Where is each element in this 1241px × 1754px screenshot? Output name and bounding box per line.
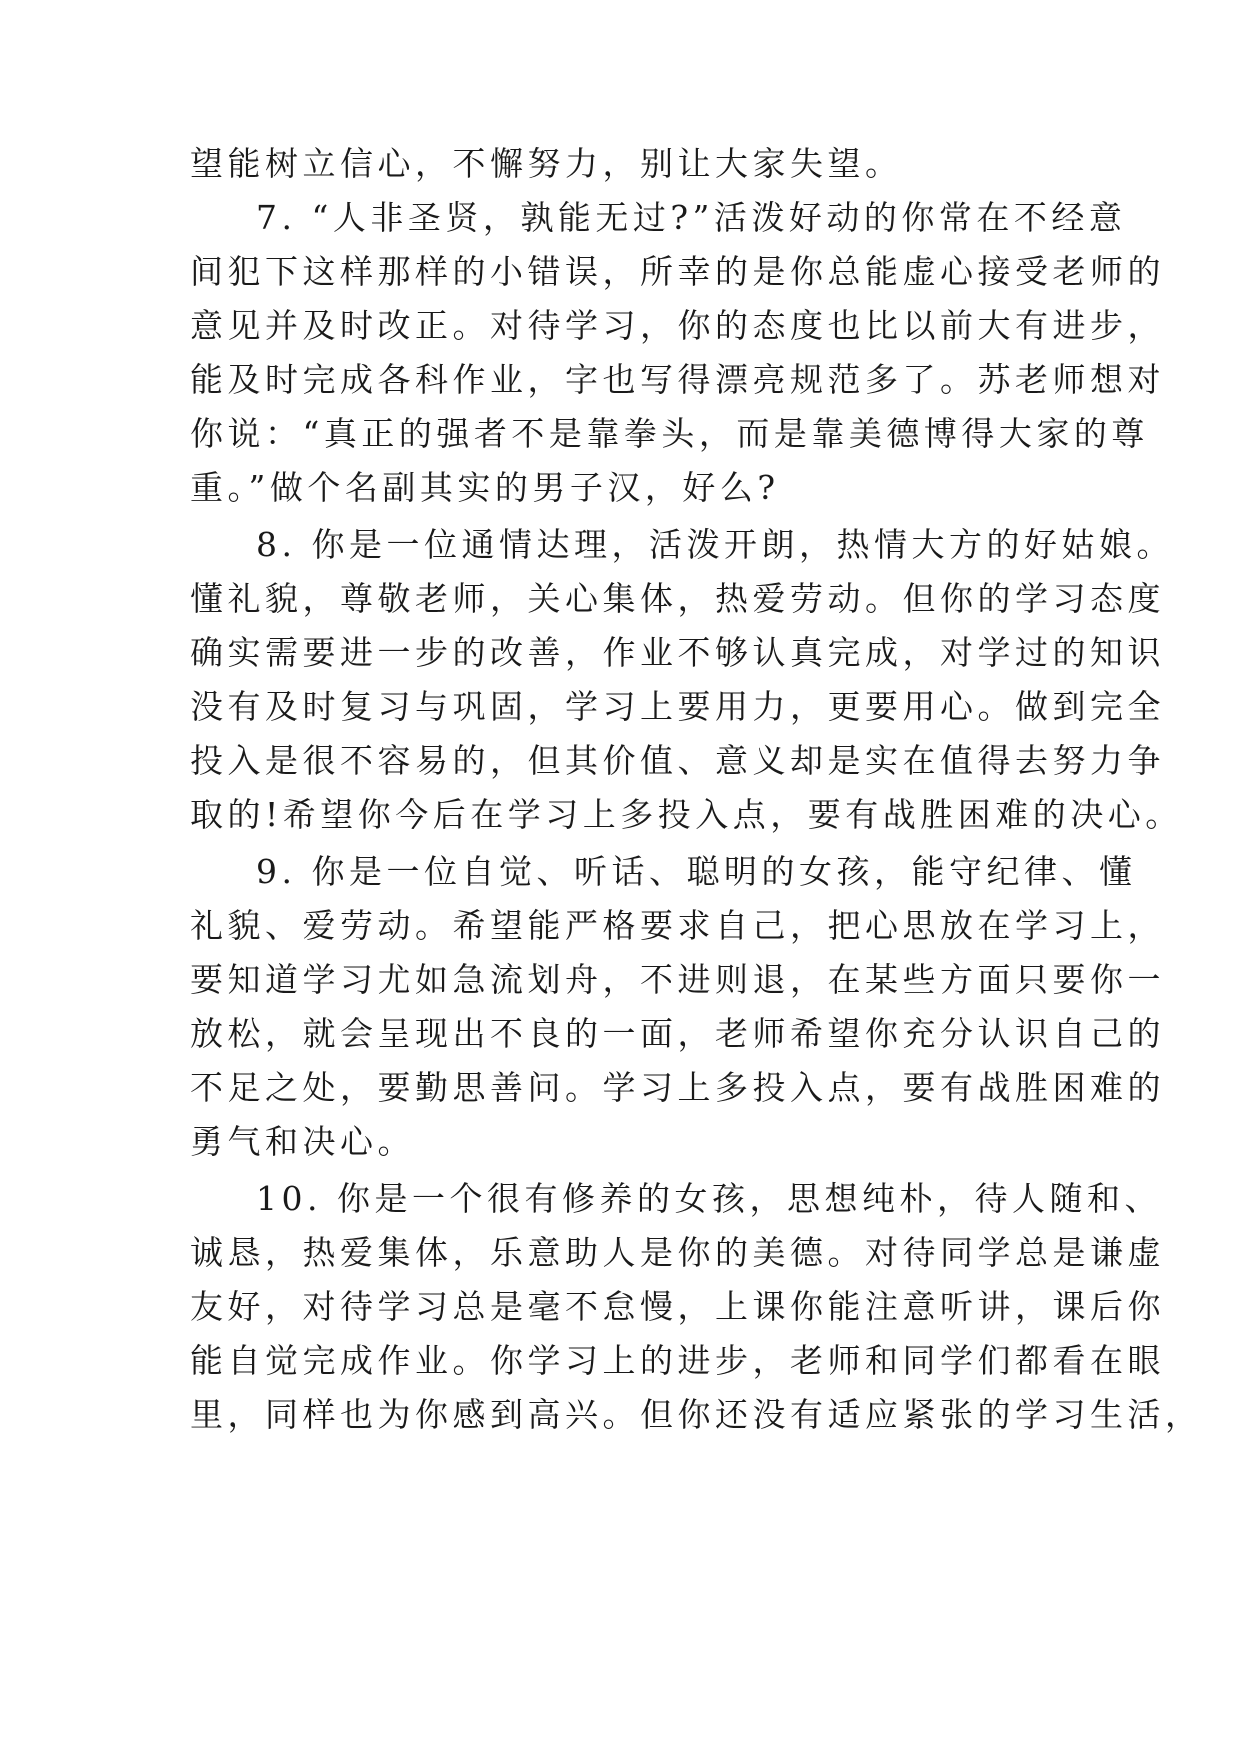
text-line: 没有及时复习与巩固，学习上要用力，更要用心。做到完全 <box>190 687 1165 726</box>
text-line: 能及时完成各科作业，字也写得漂亮规范多了。苏老师想对 <box>190 360 1165 399</box>
paragraph-8-first-line: 8. 你是一位通情达理，活泼开朗，热情大方的好姑娘。 <box>256 525 1174 564</box>
text-line: 友好，对待学习总是毫不怠慢，上课你能注意听讲，课后你 <box>190 1287 1165 1326</box>
text-line: 懂礼貌，尊敬老师，关心集体，热爱劳动。但你的学习态度 <box>190 579 1165 618</box>
text-line: 望能树立信心，不懈努力，别让大家失望。 <box>190 144 903 183</box>
text-line: 确实需要进一步的改善，作业不够认真完成，对学过的知识 <box>190 633 1165 672</box>
text-line: 重。”做个名副其实的男子汉，好么? <box>190 468 780 507</box>
text-line: 你说：“真正的强者不是靠拳头，而是靠美德博得大家的尊 <box>190 414 1149 453</box>
text-line: 间犯下这样那样的小错误，所幸的是你总能虚心接受老师的 <box>190 252 1165 291</box>
text-line: 意见并及时改正。对待学习，你的态度也比以前大有进步， <box>190 306 1165 345</box>
text-line: 里，同样也为你感到高兴。但你还没有适应紧张的学习生活， <box>190 1395 1203 1434</box>
text-line: 投入是很不容易的，但其价值、意义却是实在值得去努力争 <box>190 741 1165 780</box>
text-line: 勇气和决心。 <box>190 1122 415 1161</box>
text-line: 放松，就会呈现出不良的一面，老师希望你充分认识自己的 <box>190 1014 1165 1053</box>
text-line: 能自觉完成作业。你学习上的进步，老师和同学们都看在眼 <box>190 1341 1165 1380</box>
text-line: 礼貌、爱劳动。希望能严格要求自己，把心思放在学习上， <box>190 906 1165 945</box>
text-line: 不足之处，要勤思善问。学习上多投入点，要有战胜困难的 <box>190 1068 1165 1107</box>
paragraph-10-first-line: 10. 你是一个很有修养的女孩，思想纯朴，待人随和、 <box>256 1179 1162 1218</box>
text-line: 取的!希望你今后在学习上多投入点，要有战胜困难的决心。 <box>190 795 1183 834</box>
text-line: 诚恳，热爱集体，乐意助人是你的美德。对待同学总是谦虚 <box>190 1233 1165 1272</box>
text-line: 要知道学习尤如急流划舟，不进则退，在某些方面只要你一 <box>190 960 1165 999</box>
paragraph-7-first-line: 7. “人非圣贤，孰能无过?”活泼好动的你常在不经意 <box>256 198 1127 237</box>
paragraph-9-first-line: 9. 你是一位自觉、听话、聪明的女孩，能守纪律、懂 <box>256 852 1137 891</box>
